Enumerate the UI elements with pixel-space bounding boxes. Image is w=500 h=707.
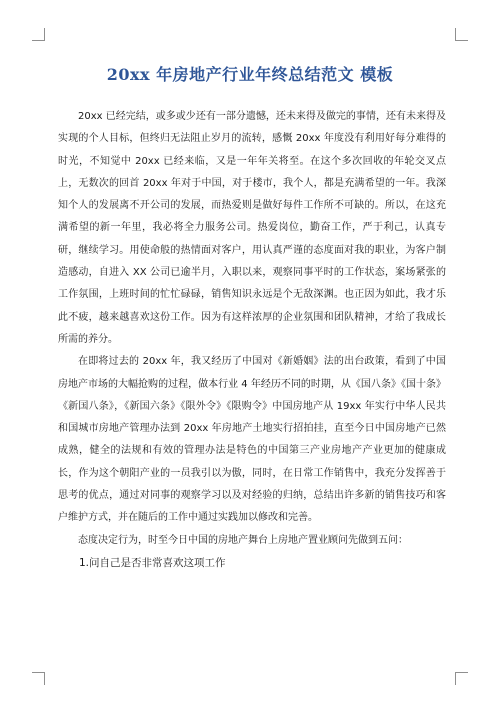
list-item-1: 1.问自己是否非常喜欢这项工作 [79,556,226,569]
paragraph-2: 在即将过去的 20xx 年，我又经历了中国对《新婚姻》法的出台政策，看到了中国房地产市场的大幅抢购的过程，做本行业 4 年经历不同的时期，从《国八条》《国十条》《新国八条》，《新国六条》《限外令》《限购令》中国房地产从 19xx 年实行中华人民共和国城市房地产管理办法到 20xx 年房地产土地实行招拍挂，直至今日中国房地产已然成熟，健全的法规和有效的管理办法是特色的中国第三产业房地产产业更加的健康成长，作为这个朝阳产业的一员我引以为傲，同时，在日常工作销售中，我充分发挥善于思考的优点，通过对同事的观察学习以及对经验的归纳，总结出许多新的销售技巧和客户维护方式，并在随后的工作中通过实践加以修改和完善。 [58,356,446,524]
crop-mark-bottom-left [32,672,45,685]
crop-mark-bottom-right [455,672,468,685]
paragraph-1: 20xx 已经完结，或多或少还有一部分遗憾，还未来得及做完的事情，还有未来得及实现的个人目标，但终归无法阻止岁月的流转，感慨 20xx 年度没有利用好每分难得的时光，不知觉中 20xx 已经来临，又是一年年关将至。在这个多次回收的年轮交叉点上，无数次的回首 20xx 年对于中国，对于楼市，我个人，都是充满希望的一年。我深知个人的发展离不开公司的发展，而热爱则是做好每件工作所不可缺的。所以，在这充满希望的新一年里，我必将全力服务公司。热爱岗位，勤奋工作，严于利己，认真专研，继续学习。用使命般的热情面对客户，用认真严谨的态度面对我的职业，为客户制造感动，自进入 XX 公司已逾半月，入职以来，观察同事平时的工作状态，案场紧张的工作氛围，上班时间的忙忙碌碌，销售知识永远是个无敌深渊。也正因为如此，我才乐此不疲，越来越喜欢这份工作。因为有这样浓厚的企业氛围和团队精神，才给了我成长所需的养分。 [58,111,446,345]
crop-mark-top-right [455,28,468,41]
paragraph-3: 态度决定行为，时至今日中国的房地产舞台上房地产置业顾问先做到五问： [78,534,408,546]
crop-mark-top-left [32,28,45,41]
document-title: 20xx 年房地产行业年终总结范文 模板 [106,65,394,84]
document-body [58,106,446,574]
